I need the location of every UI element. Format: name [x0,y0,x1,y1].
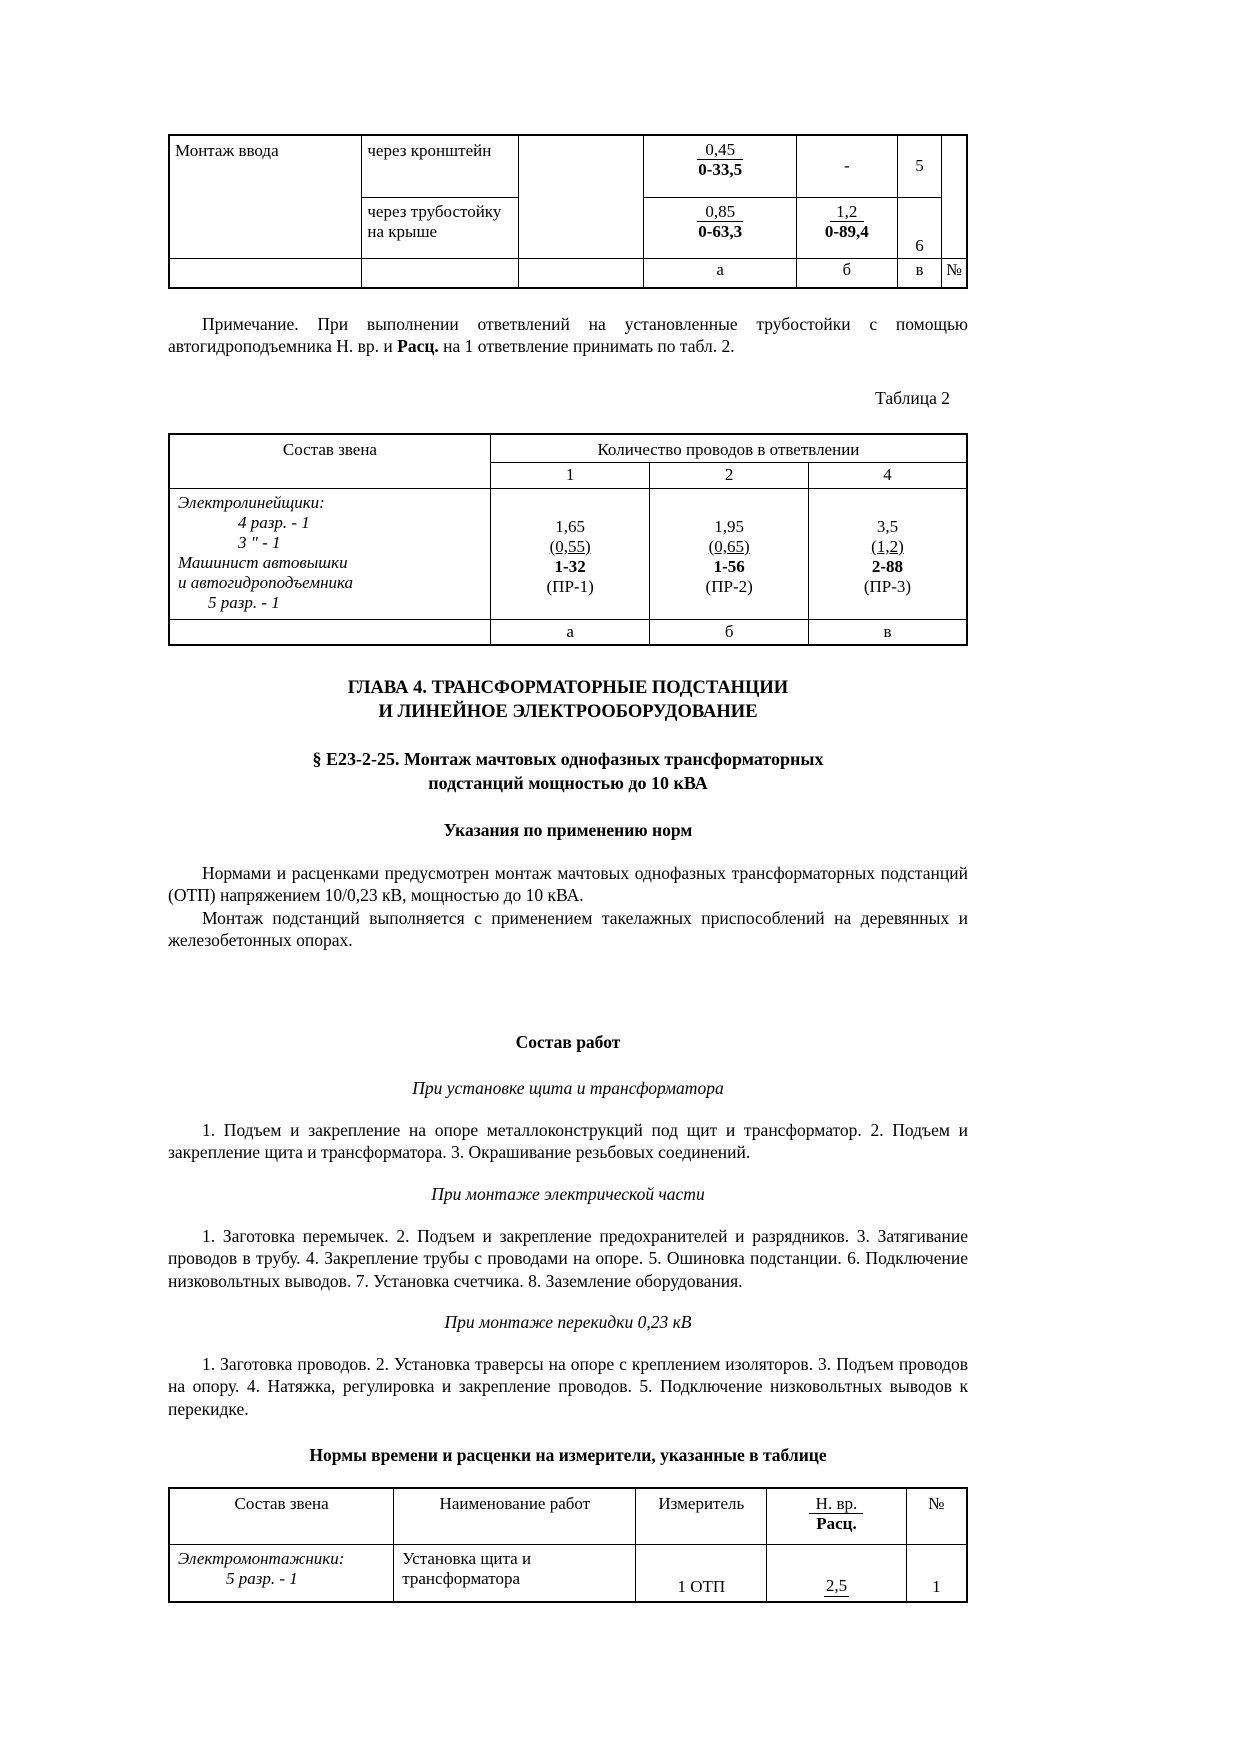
subheader-1: 1 [490,463,650,488]
value-rate: 1-32 [554,556,586,576]
table-row [169,135,967,198]
cell-row-number: 6 [897,198,942,259]
value-code: (ПР-1) [546,576,594,596]
works-composition-heading: Состав работ [515,1032,621,1053]
table-row [169,488,967,619]
crew-line: 5 разр. - 1 [226,1568,298,1588]
norms-heading: Нормы времени и расценки на измерители, указанные в таблице [309,1445,827,1466]
chapter-heading [168,676,968,724]
header-work-name: Наименование работ [394,1488,636,1545]
crew-line: 5 разр. - 1 [208,593,280,613]
header-number: № [906,1488,967,1545]
guidance-paragraph-1: Нормами и расценками предусмотрен монтаж мачтовых однофазных трансформаторных подстанций (ОТП) напряжением 10/0,23 кВ, мощностью до 10 кВА. [168,862,968,906]
value-norm-time: 0,85 [697,202,743,222]
cell-measure: 1 ОТП [636,1544,767,1602]
crew-line: 4 разр. - 1 [238,512,310,532]
value-rate: 0-89,4 [824,222,869,242]
header-norm-and-rate [767,1488,906,1545]
cell-crew-composition [169,1544,394,1602]
section-line-2: подстанций мощностью до 10 кВА [428,772,708,793]
cell-col-b [796,198,897,259]
note-paragraph [168,313,968,358]
work-line: трансформатора [402,1568,520,1588]
chapter-line-1: ГЛАВА 4. ТРАНСФОРМАТОРНЫЕ ПОДСТАНЦИИ [347,678,789,699]
footer-cell-a: а [644,259,796,289]
section-heading [168,748,968,795]
table-footer-row [169,620,967,646]
header-wire-count-group: Количество проводов в ответвлении [490,434,967,463]
header-measure: Измеритель [636,1488,767,1545]
cell-col-a [644,135,796,198]
table-2 [168,433,968,646]
value-rate: 1-56 [713,556,745,576]
value-code: (ПР-3) [863,576,912,596]
guidance-heading: Указания по применению норм [443,819,693,840]
guidance-paragraph-2: Монтаж подстанций выполняется с применением такелажных приспособлений на деревянных и железобетонных опорах. [168,907,968,950]
cell-row-number: 5 [897,135,942,198]
header-crew-composition: Состав звена [169,434,490,489]
cell-col-a [644,198,796,259]
value-norm-time: 0,45 [697,140,743,160]
value-rate: 2-88 [871,556,904,576]
value-norm-time: 3,5 [876,516,899,536]
header-crew-composition: Состав звена [169,1488,394,1545]
subsection-heading-2: При монтаже электрической части [431,1183,705,1204]
table-header-row [169,1488,967,1545]
crew-line: 3 " - 1 [238,532,281,552]
subheader-4: 4 [808,463,967,488]
value-code: (ПР-2) [705,576,753,596]
cell-value-4-wires [808,488,967,619]
footer-cell [519,259,644,289]
chapter-line-2: И ЛИНЕЙНОЕ ЭЛЕКТРООБОРУДОВАНИЕ [378,702,758,723]
subsection-text-3: 1. Заготовка проводов. 2. Установка траверсы на опоре с креплением изоляторов. 3. Подъем проводов на опору. 4. Натяжка, регулировка и закрепление проводов. 5. Подключение низковольтных выводов к перекидке. [168,1354,968,1419]
subsection-text-1: 1. Подъем и закрепление на опоре металлоконструкций под щит и трансформатор. 2. Подъем и закрепление щита и трансформатора. 3. Окрашивание резьбовых соединений. [168,1120,968,1163]
footer-cell-b: б [650,620,809,646]
value-norm-time: 1,65 [555,516,585,536]
cell-norm-rate [767,1544,906,1602]
section-line-1: § Е23-2-25. Монтаж мачтовых однофазных трансформаторных [312,749,824,770]
value-rate: 0-33,5 [698,160,743,180]
value-norm-time: 1,95 [714,516,745,536]
work-line: Установка щита и [402,1548,532,1568]
header-norm-time: Н. вр. [809,1494,863,1514]
value-parenthesized: (0,65) [708,536,750,556]
footer-cell-v: в [897,259,942,289]
footer-cell [169,620,490,646]
note-text-2: на 1 ответвление принимать по табл. 2. [438,336,735,357]
cell-method: через кронштейн [362,135,519,198]
document-page [168,0,968,1755]
cell-method: через трубостойку на крыше [362,198,519,259]
table-header-row [169,434,967,463]
cell-crew-composition [169,488,490,619]
subsection-text-2: 1. Заготовка перемычек. 2. Подъем и закрепление предохранителей и разрядников. 3. Затягивание проводов в трубу. 4. Закрепление трубы с проводами на опоре. 5. Ошиновка подстанции. 6. Подключение низковольтных выводов. 7. Установка счетчика. 8. Заземление оборудования. [168,1225,968,1291]
crew-line: Электролинейщики: [178,492,325,512]
note-lead: Примечание. [202,314,299,334]
cell-col-b [796,135,897,198]
subsection-heading-1: При установке щита и трансформатора [412,1078,724,1099]
crew-line: Машинист автовышки [178,552,348,572]
footer-cell-b: б [796,259,897,289]
header-rate: Расц. [816,1513,857,1533]
table-1-continuation [168,134,968,289]
subheader-2: 2 [650,463,809,488]
table-row [169,1544,967,1602]
value-rate: 0-63,3 [698,222,743,242]
cell-value-2-wires [650,488,809,619]
footer-cell-number: № [942,259,967,289]
note-text-1: При выполнении ответвлений на установленные трубостойки с помощью автогидроподъемника Н. вр. и [168,314,968,357]
note-bold-term: Расц. [397,336,439,357]
cell-blank [519,135,644,259]
table-2-caption: Таблица 2 [875,387,950,408]
footer-cell [169,259,362,289]
footer-cell-v: в [808,620,967,646]
subsection-heading-3: При монтаже перекидки 0,23 кВ [444,1312,692,1332]
value-norm-time: 1,2 [830,202,864,222]
footer-cell [362,259,519,289]
value-dash: - [843,156,850,176]
cell-work-name [394,1544,636,1602]
footer-cell-a: а [490,620,650,646]
cell-value-1-wire [490,488,650,619]
cell-work-name: Монтаж ввода [169,135,362,259]
value-parenthesized: (1,2) [871,536,904,556]
table-3-norms [168,1487,968,1603]
table-footer-row [169,259,967,289]
crew-line: и автогидроподъемника [178,572,354,592]
value-parenthesized: (0,55) [549,536,591,556]
crew-line: Электромонтажники: [178,1548,345,1568]
cell-row-number: 1 [906,1544,967,1602]
value-norm-time: 2,5 [824,1576,849,1597]
